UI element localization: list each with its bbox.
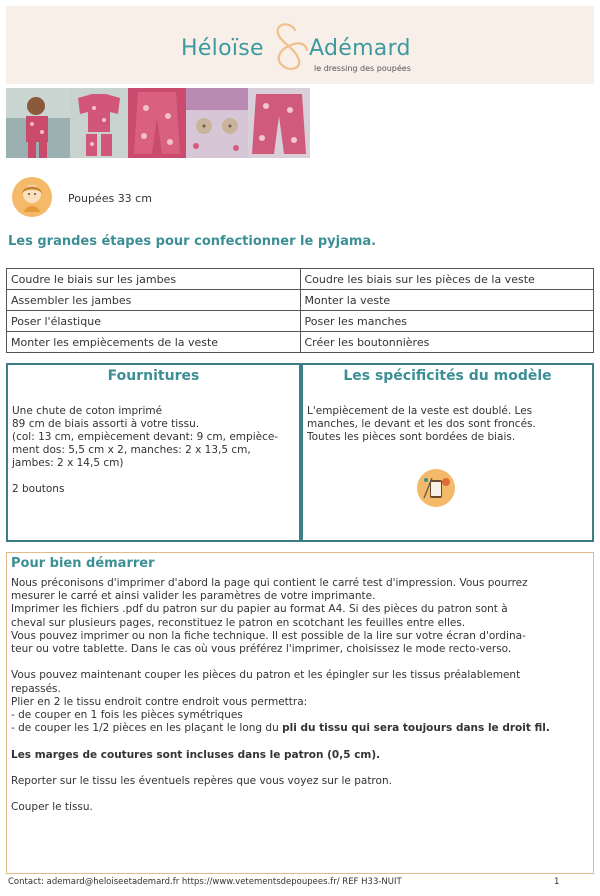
text-line: Reporter sur le tissu les éventuels repères que vous voyez sur le patron. bbox=[11, 775, 392, 787]
step-cell: Assembler les jambes bbox=[7, 290, 301, 311]
fournitures-body bbox=[8, 405, 299, 496]
step-cell: Monter les empiècements de la veste bbox=[7, 332, 301, 353]
step-cell: Monter la veste bbox=[300, 290, 594, 311]
doll-size-label: Poupées 33 cm bbox=[68, 192, 152, 205]
brand-name-second: Adémard bbox=[309, 36, 411, 61]
text-line: - de couper en 1 fois les pièces symétriques bbox=[11, 709, 243, 722]
step-cell: Créer les boutonnières bbox=[300, 332, 594, 353]
bold-text-span: pli du tissu qui sera toujours dans le droit fil. bbox=[282, 722, 550, 735]
brand-name-first: Héloïse bbox=[181, 36, 264, 61]
photo-pyjama-flat bbox=[70, 88, 128, 158]
specificites-line: L'empiècement de la veste est doublé. Les bbox=[307, 405, 533, 417]
sewing-kit-icon bbox=[416, 468, 456, 508]
fournitures-line: 89 cm de biais assorti à votre tissu. bbox=[12, 418, 200, 430]
step-cell: Coudre les biais sur les pièces de la veste bbox=[300, 269, 594, 290]
page-number: 1 bbox=[554, 877, 560, 887]
table-row bbox=[7, 332, 594, 353]
text-line: Vous pouvez maintenant couper les pièces du patron et les épingler sur les tissus préalablement bbox=[11, 669, 521, 682]
photo-buttons-detail bbox=[186, 88, 248, 158]
getting-started-title: Pour bien démarrer bbox=[11, 556, 155, 571]
specificites-line: manches, le devant et les dos sont froncés. bbox=[307, 418, 536, 430]
footer-contact: Contact: ademard@heloiseetademard.fr https://www.vetementsdepoupees.fr/ REF H33-NUIT bbox=[8, 877, 402, 887]
ampersand-logo-icon bbox=[265, 20, 309, 72]
text-line: Vous pouvez imprimer ou non la fiche technique. Il est possible de la lire sur votre écran d'ordina- bbox=[11, 629, 526, 642]
fournitures-line: ment dos: 5,5 cm x 2, manches: 2 x 13,5 cm, bbox=[12, 444, 251, 456]
text-line: Couper le tissu. bbox=[11, 801, 93, 814]
fournitures-line: jambes: 2 x 14,5 cm) bbox=[12, 457, 124, 469]
fournitures-title: Fournitures bbox=[107, 368, 200, 384]
getting-started-box bbox=[6, 552, 594, 874]
text-line: cheval sur plusieurs pages, reconstituez le patron en scotchant les feuilles entre elles. bbox=[11, 616, 466, 629]
photo-pants-detail bbox=[248, 88, 310, 158]
step-cell: Poser l'élastique bbox=[7, 311, 301, 332]
fournitures-line: 2 boutons bbox=[12, 483, 65, 495]
step-cell: Coudre le biais sur les jambes bbox=[7, 269, 301, 290]
text-line: repassés. bbox=[11, 682, 61, 695]
fournitures-line: (col: 13 cm, empiècement devant: 9 cm, empièce- bbox=[12, 431, 279, 443]
fournitures-panel bbox=[6, 363, 301, 542]
text-line: mesurer le carré et ainsi valider les paramètres de votre imprimante. bbox=[11, 590, 376, 603]
photo-doll-pyjama bbox=[6, 88, 70, 158]
brand-tagline: le dressing des poupées bbox=[314, 64, 411, 73]
table-row bbox=[7, 290, 594, 311]
table-row bbox=[7, 311, 594, 332]
text-line: teur ou votre tablette. Dans le cas où vous préférez l'imprimer, choisissez le mode recto-verso. bbox=[11, 643, 512, 656]
header-banner bbox=[6, 6, 594, 84]
specificites-title: Les spécificités du modèle bbox=[343, 368, 552, 384]
getting-started-body bbox=[7, 571, 593, 815]
text-line bbox=[11, 722, 589, 735]
photo-pants bbox=[128, 88, 186, 158]
specificites-line: Toutes les pièces sont bordées de biais. bbox=[307, 431, 516, 443]
text-span: - de couper les 1/2 pièces en les plaçant le long du bbox=[11, 722, 283, 735]
text-line-bold: Les marges de coutures sont incluses dans le patron (0,5 cm). bbox=[11, 748, 381, 761]
fournitures-line: Une chute de coton imprimé bbox=[12, 405, 163, 417]
specificites-body bbox=[303, 405, 592, 444]
text-line: Imprimer les fichiers .pdf du patron sur du papier au format A4. Si des pièces du patron sont à bbox=[11, 603, 508, 616]
text-line: Nous préconisons d'imprimer d'abord la page qui contient le carré test d'impression. Vous pourrez bbox=[11, 577, 528, 589]
table-row bbox=[7, 269, 594, 290]
steps-table bbox=[6, 268, 594, 353]
doll-icon bbox=[11, 176, 53, 218]
specificites-panel bbox=[301, 363, 594, 542]
steps-title: Les grandes étapes pour confectionner le pyjama. bbox=[8, 234, 377, 249]
text-line: Plier en 2 le tissu endroit contre endroit vous permettra: bbox=[11, 695, 308, 708]
step-cell: Poser les manches bbox=[300, 311, 594, 332]
